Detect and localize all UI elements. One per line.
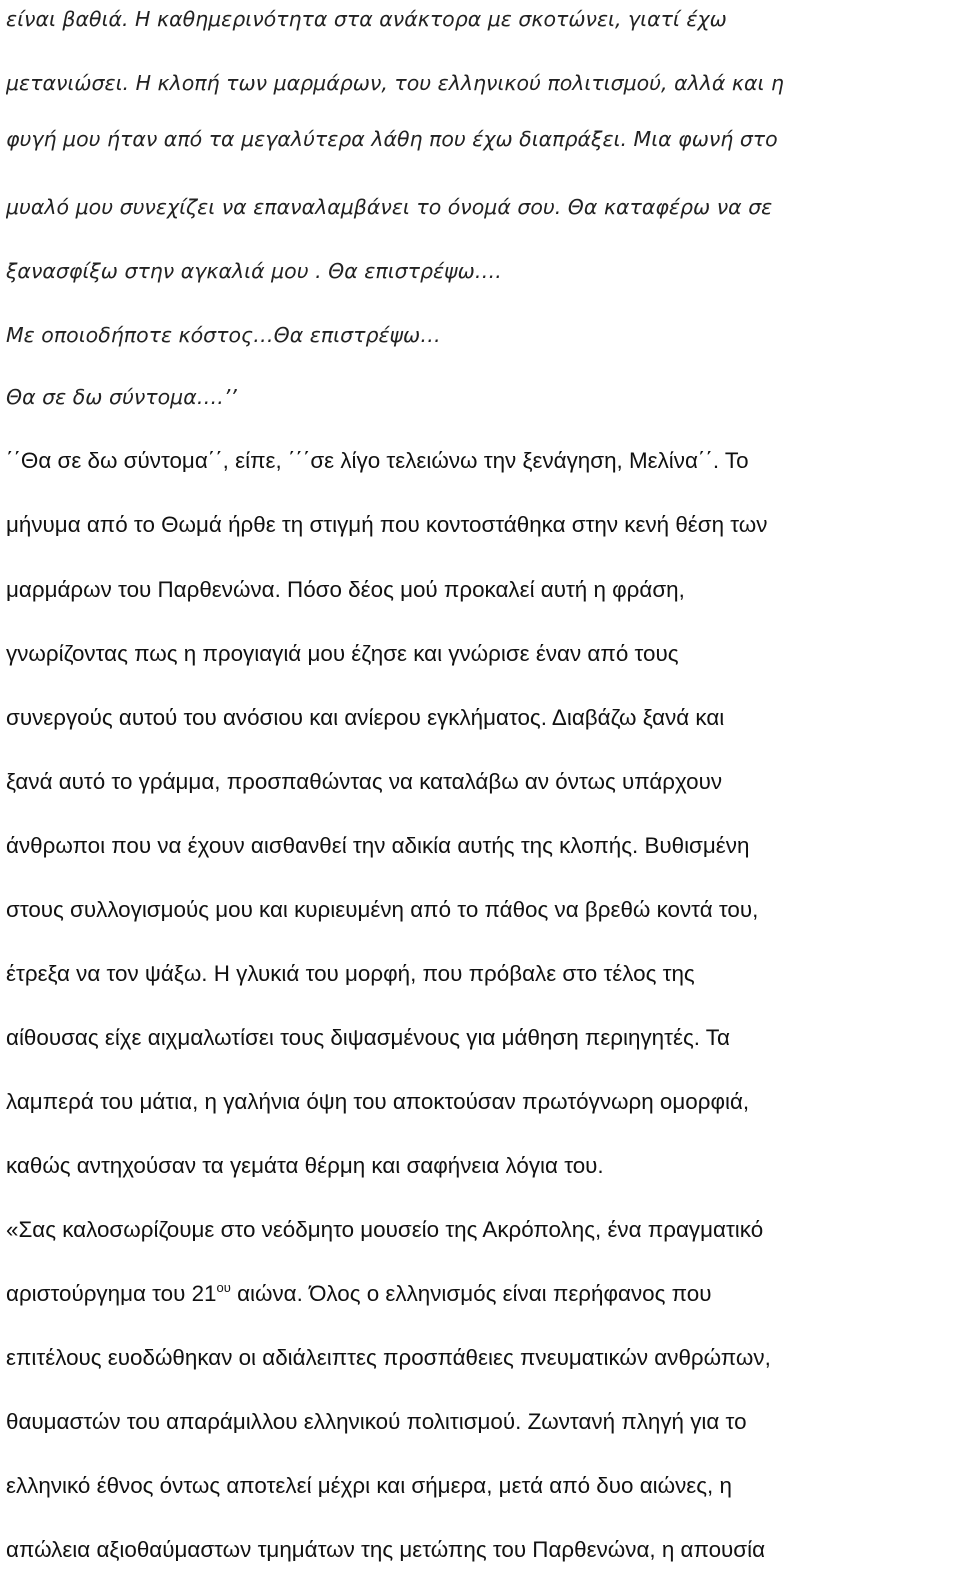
text-line: φυγή μου ήταν από τα μεγαλύτερα λάθη που έχω διαπράξει. Μια φωνή στο bbox=[6, 127, 778, 151]
text-line: μήνυμα από το Θωμά ήρθε τη στιγμή που κοντοστάθηκα στην κενή θέση των bbox=[6, 512, 768, 537]
text-line: γνωρίζοντας πως η προγιαγιά μου έζησε και γνώρισε έναν από τους bbox=[6, 641, 679, 666]
text-fragment: αιώνα. Όλος ο ελληνισμός είναι περήφανος που bbox=[230, 1281, 712, 1306]
text-line: μετανιώσει. Η κλοπή των μαρμάρων, του ελληνικού πολιτισμού, αλλά και η bbox=[6, 71, 784, 95]
text-line: «Σας καλοσωρίζουμε στο νεόδμητο μουσείο της Ακρόπολης, ένα πραγματικό bbox=[6, 1217, 764, 1242]
text-line: ελληνικό έθνος όντως αποτελεί μέχρι και σήμερα, μετά από δυο αιώνες, η bbox=[6, 1473, 732, 1498]
text-line: θαυμαστών του απαράμιλλου ελληνικού πολιτισμού. Ζωντανή πληγή για το bbox=[6, 1409, 747, 1434]
text-line: μαρμάρων του Παρθενώνα. Πόσο δέος μού προκαλεί αυτή η φράση, bbox=[6, 577, 685, 602]
text-line: άνθρωποι που να έχουν αισθανθεί την αδικία αυτής της κλοπής. Βυθισμένη bbox=[6, 833, 750, 858]
text-line: ξανά αυτό το γράμμα, προσπαθώντας να καταλάβω αν όντως υπάρχουν bbox=[6, 769, 723, 794]
text-fragment: αριστούργημα του 21 bbox=[6, 1281, 217, 1306]
text-line: λαμπερά του μάτια, η γαλήνια όψη του αποκτούσαν πρωτόγνωρη ομορφιά, bbox=[6, 1089, 750, 1114]
text-line: στους συλλογισμούς μου και κυριευμένη από το πάθος να βρεθώ κοντά του, bbox=[6, 897, 759, 922]
text-line: απώλεια αξιοθαύμαστων τμημάτων της μετώπης του Παρθενώνα, η απουσία bbox=[6, 1537, 766, 1562]
ordinal-superscript: ου bbox=[216, 1280, 231, 1295]
text-line bbox=[6, 1279, 954, 1309]
text-line: συνεργούς αυτού του ανόσιου και ανίερου εγκλήματος. Διαβάζω ξανά και bbox=[6, 705, 725, 730]
text-line: μυαλό μου συνεχίζει να επαναλαμβάνει το όνομά σου. Θα καταφέρω να σε bbox=[6, 195, 773, 219]
text-line: ΄΄Θα σε δω σύντομα΄΄, είπε, ΄΄΄σε λίγο τελειώνω την ξενάγηση, Μελίνα΄΄. Το bbox=[6, 448, 749, 473]
text-line: αίθουσας είχε αιχμαλωτίσει τους διψασμένους για μάθηση περιηγητές. Τα bbox=[6, 1025, 730, 1050]
text-line: είναι βαθιά. Η καθημερινότητα στα ανάκτορα με σκοτώνει, γιατί έχω bbox=[6, 7, 727, 31]
text-line: έτρεξα να τον ψάξω. Η γλυκιά του μορφή, που πρόβαλε στο τέλος της bbox=[6, 961, 695, 986]
text-line: Θα σε δω σύντομα….’’ bbox=[6, 385, 237, 409]
text-line: Με οποιοδήποτε κόστος…Θα επιστρέψω… bbox=[6, 323, 441, 347]
text-line: επιτέλους ευοδώθηκαν οι αδιάλειπτες προσπάθειες πνευματικών ανθρώπων, bbox=[6, 1345, 771, 1370]
text-line: ξανασφίξω στην αγκαλιά μου . Θα επιστρέψω…. bbox=[6, 259, 502, 283]
text-line: καθώς αντηχούσαν τα γεμάτα θέρμη και σαφήνεια λόγια του. bbox=[6, 1153, 604, 1178]
